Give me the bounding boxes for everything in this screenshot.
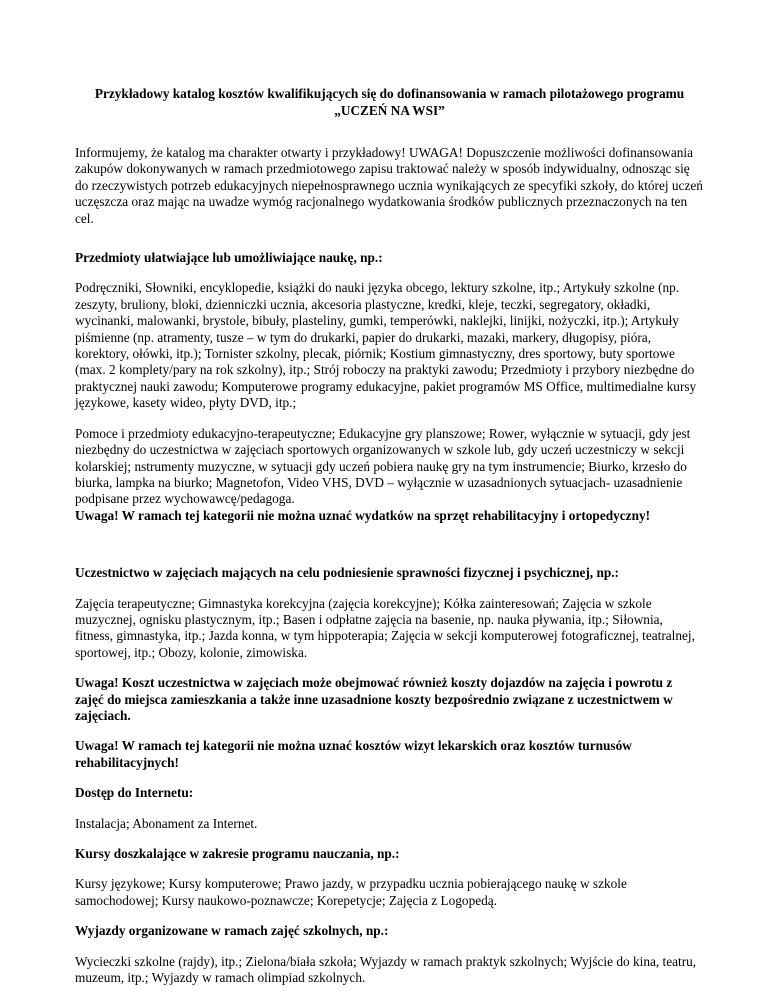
section-5-heading: Wyjazdy organizowane w ramach zajęć szkolnych, np.: bbox=[75, 923, 389, 939]
section-2-warning-1: Uwaga! Koszt uczestnictwa w zajęciach może obejmować również koszty dojazdów na zajęcia i powrotu z zajęć do miejsca zamieszkania a także inne uzasadnione koszty bezpośrednio związane z uczestnictwem w zajęciach. bbox=[75, 675, 673, 723]
section-4-heading: Kursy doszkalające w zakresie programu nauczania, np.: bbox=[75, 846, 400, 861]
section-1-heading: Przedmioty ułatwiające lub umożliwiające naukę, np.: bbox=[75, 250, 383, 266]
section-1-warning: Uwaga! W ramach tej kategorii nie można uznać wydatków na sprzęt rehabilitacyjny i ortopedyczny! bbox=[75, 507, 651, 523]
section-5-paragraph-1: Wycieczki szkolne (rajdy), itp.; Zielona/biała szkoła; Wyjazdy w ramach praktyk szkolnych; Wyjście do kina, teatru, muzeum, itp.; Wyjazdy w ramach olimpiad szkolnych. bbox=[75, 953, 697, 986]
section-2-paragraph-1: Zajęcia terapeutyczne; Gimnastyka korekcyjna (zajęcia korekcyjne); Kółka zainteresowań; Zajęcia w szkole muzycznej, ognisku plastycznym, itp.; Basen i odpłatne zajęcia na basenie, np. nauka pływania, itp.; Siłownia, fitness, gimnastyka, itp.; Jazda konna, w tym hippoterapia; Zajęcia w sekcji komputerowej fotograficznej, teatralnej, sportowej, itp.; Obozy, kolonie, zimowiska. bbox=[75, 595, 695, 660]
title-line-2: „UCZEŃ NA WSI” bbox=[334, 103, 445, 118]
section-2-warning-2: Uwaga! W ramach tej kategorii nie można uznać kosztów wizyt lekarskich oraz kosztów turnusów rehabilitacyjnych! bbox=[75, 738, 632, 770]
document-title bbox=[75, 85, 704, 119]
intro-paragraph: Informujemy, że katalog ma charakter otwarty i przykładowy! UWAGA! Dopuszczenie możliwości dofinansowania zakupów dokonywanych w ramach przedmiotowego zapisu traktować należy w sposób indywidualny, odnosząc się do rzeczywistych potrzeb edukacyjnych niepełnosprawnego ucznia wynikających ze specyfiki szkoły, do której uczeń uczęszcza oraz mając na uwadze wymóg racjonalnego wydatkowania środków publicznych przeznaczonych na ten cel. bbox=[75, 145, 703, 226]
section-3-heading: Dostęp do Internetu: bbox=[75, 785, 194, 801]
section-2-heading: Uczestnictwo w zajęciach mających na celu podniesienie sprawności fizycznej i psychicznej, np.: bbox=[75, 565, 619, 581]
section-1-paragraph-2: Pomoce i przedmioty edukacyjno-terapeutyczne; Edukacyjne gry planszowe; Rower, wyłącznie w sytuacji, gdy jest niezbędny do uczestnictwa w zajęciach sportowych organizowanych w szkole lub, gdy uczeń uczestniczy w sekcji kolarskiej; nstrumenty muzyczne, w sytuacji gdy uczeń pobiera naukę gry na tym instrumencie; Biurko, krzesło do biurka, lampka na biurko; Magnetofon, Video VHS, DVD – wyłącznie w uzasadnionych sytuacjach- uzasadnienie podpisane przez wychowawcę/pedagoga. bbox=[75, 425, 691, 507]
section-3-paragraph-1: Instalacja; Abonament za Internet. bbox=[75, 815, 258, 831]
title-line-1: Przykładowy katalog kosztów kwalifikujących się do dofinansowania w ramach pilotażowego programu bbox=[94, 86, 685, 101]
section-1-paragraph-1: Podręczniki, Słowniki, encyklopedie, książki do nauki języka obcego, lektury szkolne, itp.; Artykuły szkolne (np. zeszyty, bruliony, bloki, dzienniczki ucznia, akcesoria plastyczne, kredki, kleje, teczki, segregatory, okładki, wycinanki, malowanki, brystole, bibuły, plasteliny, gumki, temperówki, naklejki, linijki, nożyczki, itp.); Artykuły piśmienne (np. atramenty, tusze – w tym do drukarki, papier do drukarki, mazaki, markery, długopisy, pióra, korektory, ołówki, itp.); Tornister szkolny, plecak, piórnik; Kostium gimnastyczny, dres sportowy, buty sportowe (max. 2 komplety/pary na rok szkolny), itp.; Strój roboczy na praktyki zawodu; Przedmioty i przybory niezbędne do praktycznej nauki zawodu; Komputerowe programy edukacyjne, pakiet programów MS Office, multimedialne kursy językowe, kasety wideo, płyty DVD, itp.; bbox=[75, 280, 697, 411]
section-4-paragraph-1: Kursy językowe; Kursy komputerowe; Prawo jazdy, w przypadku ucznia pobierającego naukę w szkole samochodowej; Kursy naukowo-poznawcze; Korepetycje; Zajęcia z Logopedą. bbox=[75, 876, 627, 908]
